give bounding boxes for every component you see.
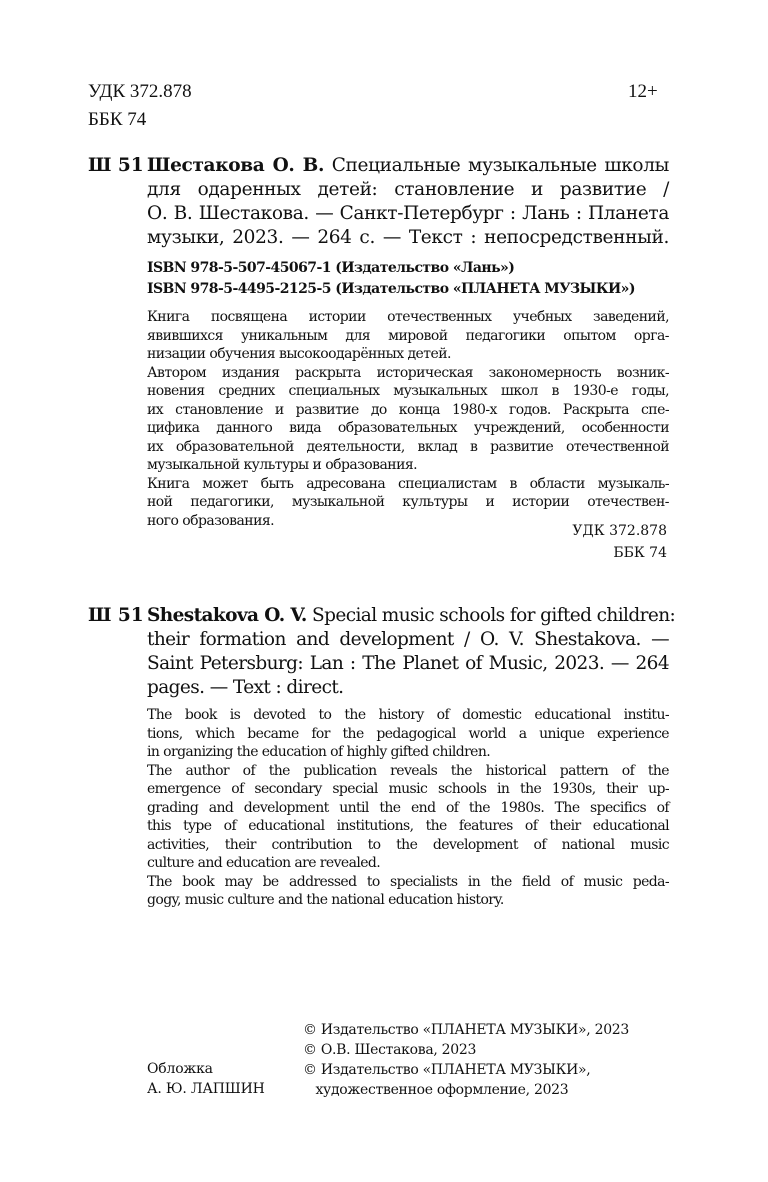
header-bbk: ББК 74 [88, 109, 147, 130]
en-abstract-line: The author of the publication reveals the historical pattern of the [147, 762, 669, 779]
en-abstract-line: this type of educational institutions, the features of their educational [147, 818, 669, 834]
ru-bbk: ББК 74 [613, 545, 667, 561]
en-abstract-line: emergence of secondary special music schools in the 1930s, their up- [147, 781, 669, 797]
ru-abstract-line: Автором издания раскрыта историческая закономерность возник- [147, 364, 669, 381]
en-abstract-line: gogy, music culture and the national education history. [147, 892, 504, 908]
en-abstract-line: culture and education are revealed. [147, 855, 381, 871]
ru-abstract-line: ного образования. [147, 512, 275, 529]
en-author-code: Ш 51 [88, 605, 144, 626]
ru-abstract-line: их образовательной деятельности, вклад в развитие отечественной [147, 438, 669, 455]
isbn-planet-music: ISBN 978-5-4495-2125-5 (Издательство «ПЛАНЕТА МУЗЫКИ») [147, 280, 635, 297]
ru-abstract-line: ной педагогики, музыкальной культуры и истории отечествен- [147, 494, 669, 510]
en-abstract-line: activities, their contribution to the development of national music [147, 836, 669, 853]
ru-udc: УДК 372.878 [572, 523, 667, 539]
en-abstract-line: in organizing the education of highly gifted children. [147, 744, 491, 760]
cover-designer: А. Ю. ЛАПШИН [147, 1081, 265, 1097]
en-entry-line-1 [147, 604, 676, 628]
copyright-line: © Издательство «ПЛАНЕТА МУЗЫКИ», [303, 1062, 591, 1078]
ru-abstract [147, 308, 669, 530]
ru-abstract-line: Книга посвящена истории отечественных учебных заведений, [147, 309, 669, 325]
en-author: Shestakova O. V. [147, 605, 307, 626]
en-abstract-line: The book is devoted to the history of domestic educational institu- [147, 707, 669, 723]
isbn-lan: ISBN 978-5-507-45067-1 (Издательство «Лань») [147, 260, 515, 276]
en-abstract-line: The book may be addressed to specialists in the field of music peda- [147, 873, 669, 890]
en-entry-line-2: their formation and development / O. V. Shestakova. — [147, 629, 669, 650]
ru-abstract-line: их становление и развитие до конца 1980-х годов. Раскрыта спе- [147, 401, 669, 418]
en-entry-line-3: Saint Petersburg: Lan : The Planet of Music, 2023. — 264 [147, 653, 669, 674]
header-classification [88, 78, 192, 134]
en-abstract-line: grading and development until the end of the 1980s. The specifics of [147, 799, 669, 816]
copyright-line: © Издательство «ПЛАНЕТА МУЗЫКИ», 2023 [303, 1022, 630, 1038]
copyright-block [303, 1020, 629, 1100]
ru-entry-line-4: музыки, 2023. — 264 с. — Текст : непосредственный. [147, 227, 669, 248]
en-abstract-line: tions, which became for the pedagogical world a unique experience [147, 725, 669, 742]
isbn-block [147, 258, 635, 299]
ru-bibliographic-entry [147, 154, 669, 250]
age-rating: 12+ [628, 81, 658, 102]
cover-credit [147, 1059, 265, 1099]
cover-label: Обложка [147, 1061, 213, 1077]
ru-entry-line-2: для одаренных детей: становление и развитие / [147, 179, 669, 200]
ru-abstract-line: цифика данного вида образовательных учреждений, особенности [147, 420, 669, 436]
header-udc: УДК 372.878 [88, 81, 192, 102]
copyright-line: художественное оформление, 2023 [303, 1082, 569, 1098]
ru-classification [470, 520, 667, 564]
en-title-start: Special music schools for gifted children: [312, 605, 676, 626]
ru-abstract-line: явившихся уникальным для мировой педагогики опытом орга- [147, 327, 669, 344]
ru-entry-line-3: О. В. Шестакова. — Санкт-Петербург : Лань : Планета [147, 203, 669, 224]
ru-abstract-line: Книга может быть адресована специалистам в области музыкаль- [147, 475, 669, 492]
copyright-line: © О.В. Шестакова, 2023 [303, 1042, 477, 1058]
ru-abstract-line: музыкальной культуры и образования. [147, 457, 418, 473]
ru-author-code: Ш 51 [88, 155, 144, 176]
ru-abstract-line: новения средних специальных музыкальных школ в 1930-е годы, [147, 383, 669, 399]
en-abstract [147, 706, 669, 910]
en-bibliographic-entry [147, 604, 676, 700]
ru-abstract-line: низации обучения высокоодарённых детей. [147, 346, 451, 362]
ru-title-start: Специальные музыкальные школы [331, 155, 669, 176]
ru-entry-line-1 [147, 154, 669, 178]
en-entry-line-4: pages. — Text : direct. [147, 677, 344, 698]
ru-author: Шестакова О. В. [147, 155, 325, 176]
